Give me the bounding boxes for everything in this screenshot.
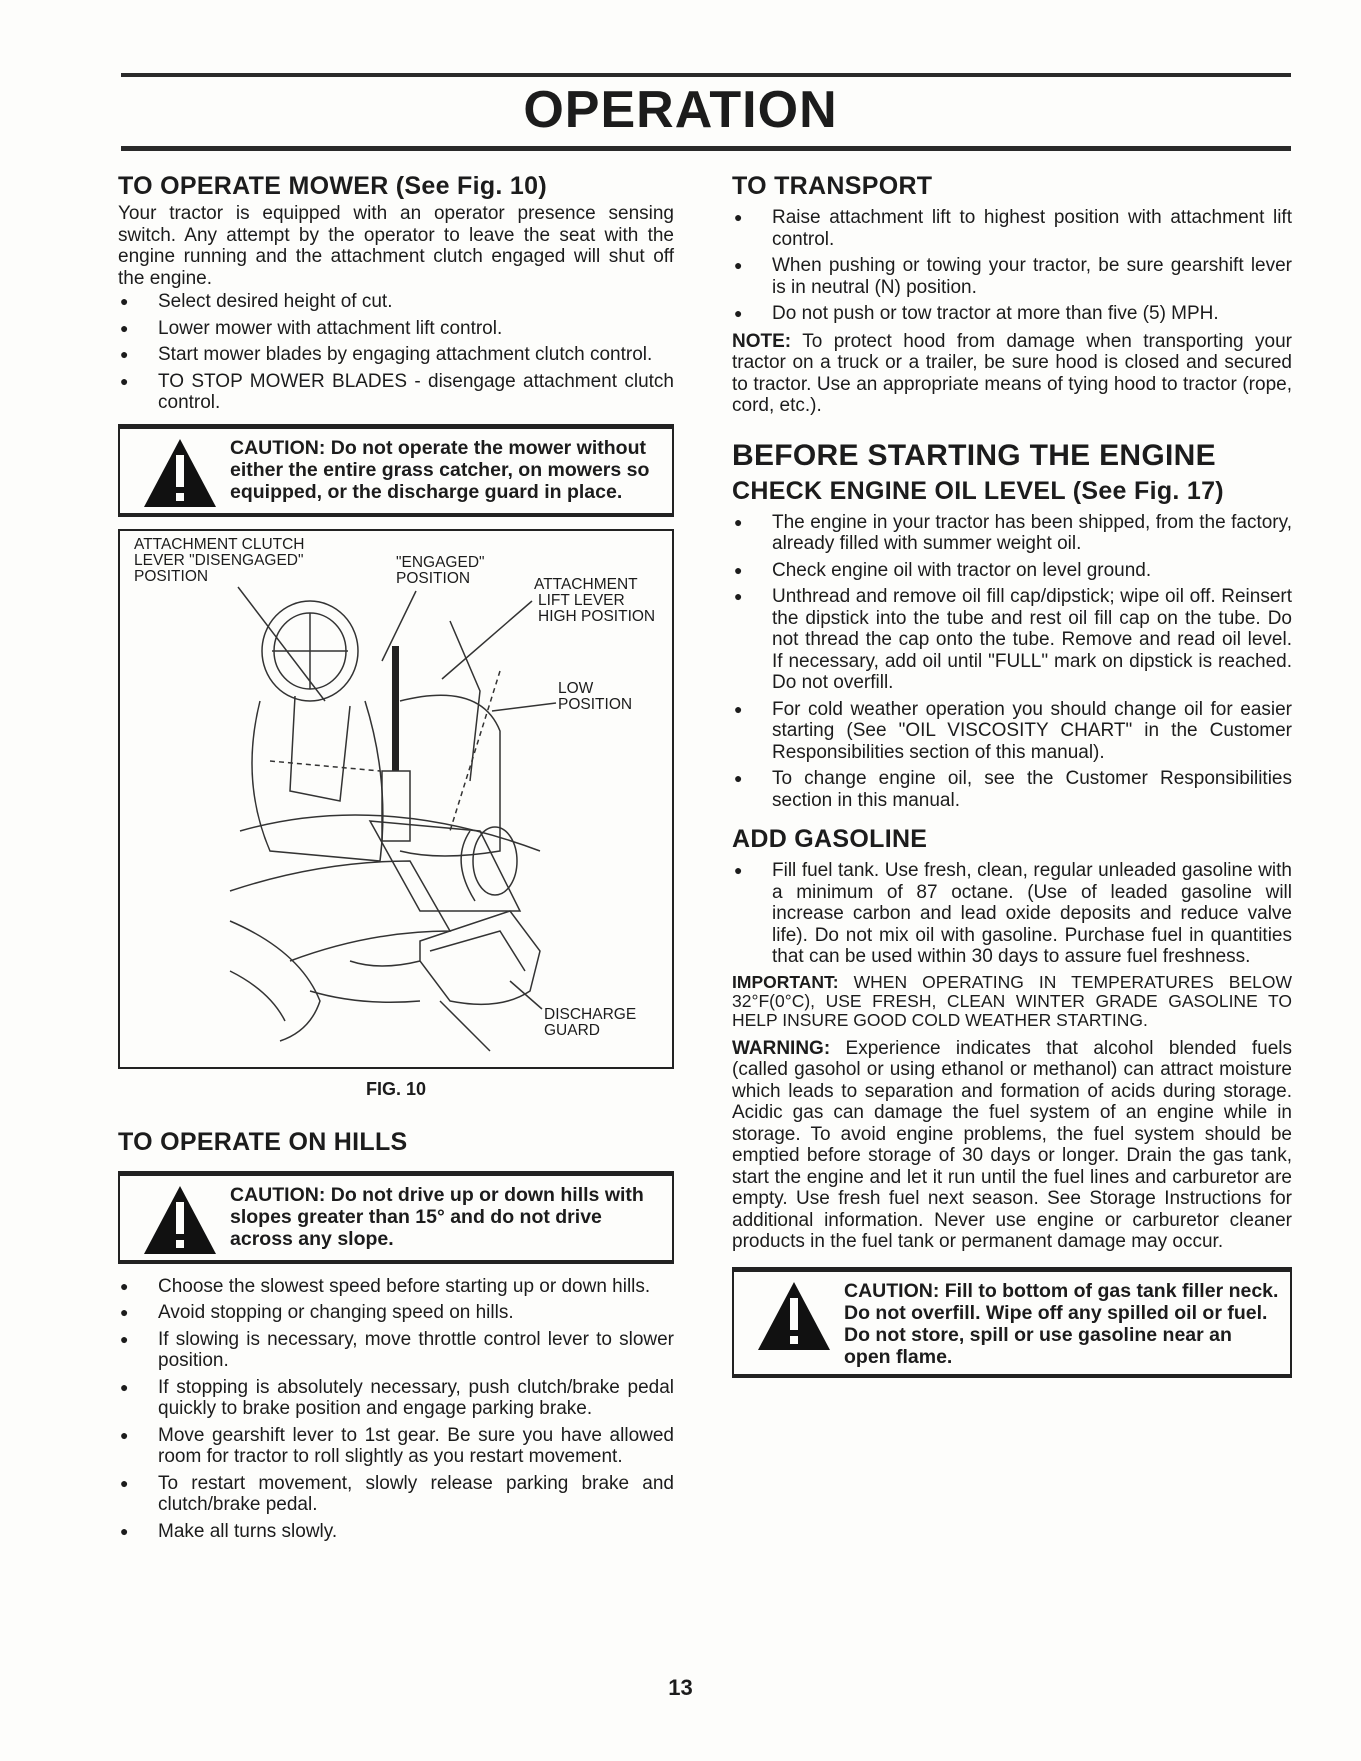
caution-box-hills <box>118 1171 674 1264</box>
figure-10 <box>118 529 674 1069</box>
label-disengaged: LEVER "DISENGAGED" <box>134 551 304 569</box>
oil-level-heading: CHECK ENGINE OIL LEVEL (See Fig. 17) <box>732 476 1224 505</box>
right-column <box>732 172 1292 1390</box>
label-high-position: HIGH POSITION <box>538 607 656 625</box>
warning-note: WARNING: Experience indicates that alcohol blended fuels (called gasohol or using ethanol or methanol) can attract moisture which leads to separation and formation of acids during storage. Acidic gas can damage the fuel system of an engine while in storage. To avoid engine problems, the fuel system should be emptied before storage of 30 days or longer. Drain the gas tank, start the engine and let it run until the fuel lines and carburetor are empty. Use fresh fuel next season. See Storage Instructions for additional information. Never use engine or carburetor cleaner products in the fuel tank or permanent damage may occur. <box>732 1037 1292 1252</box>
label-low: LOW <box>558 679 594 697</box>
label-lift-lever: LIFT LEVER <box>538 591 625 609</box>
label-engaged: "ENGAGED" <box>396 553 485 571</box>
list-item: ● Choose the slowest speed before starting up or down hills. <box>120 1275 651 1297</box>
list-item: ● To change engine oil, see the Customer Responsibilities section in this manual. <box>734 768 1292 811</box>
label-discharge: DISCHARGE <box>544 1005 637 1023</box>
mower-bullets <box>118 291 674 414</box>
list-item: ● Move gearshift lever to 1st gear. Be sure you have allowed room for tractor to roll slightly as you restart movement. <box>120 1424 674 1467</box>
caution-text: CAUTION: Do not operate the mower without either the entire grass catcher, on mowers so equipped, or the discharge guard in place. <box>230 436 650 503</box>
left-column <box>118 172 674 1547</box>
before-starting-heading: BEFORE STARTING THE ENGINE <box>732 438 1216 472</box>
list-item: ● Select desired height of cut. <box>120 291 393 312</box>
list-item: ● Do not push or tow tractor at more than five (5) MPH. <box>734 303 1219 324</box>
warning-icon <box>756 1280 832 1352</box>
page-title: OPERATION <box>523 81 838 139</box>
label-attachment: ATTACHMENT <box>534 575 638 593</box>
list-item: ● For cold weather operation you should change oil for easier starting (See "OIL VISCOSITY CHART" in the Customer Responsibilities section of this manual). <box>734 698 1292 763</box>
title-rule <box>121 146 1291 151</box>
gasoline-bullets <box>732 860 1292 968</box>
label-position: POSITION <box>396 569 471 587</box>
list-item: ● If stopping is absolutely necessary, push clutch/brake pedal quickly to brake position and engage parking brake. <box>120 1376 674 1419</box>
mower-intro: Your tractor is equipped with an operator presence sensing switch. Any attempt by the operator to leave the seat with the engine running and the attachment clutch engaged will shut off the engine. <box>118 203 674 289</box>
list-item: ● The engine in your tractor has been shipped, from the factory, already filled with summer weight oil. <box>734 511 1292 554</box>
warning-icon <box>142 1184 218 1256</box>
label-position: POSITION <box>558 695 633 713</box>
label-guard: GUARD <box>544 1021 600 1039</box>
list-item: ● To restart movement, slowly release parking brake and clutch/brake pedal. <box>120 1472 674 1515</box>
list-item: ● If slowing is necessary, move throttle control lever to slower position. <box>120 1328 674 1371</box>
caution-text: CAUTION: Fill to bottom of gas tank filler neck. Do not overfill. Wipe off any spilled oil or fuel. Do not store, spill or use gasoline near an open flame. <box>844 1279 1279 1368</box>
label-clutch: ATTACHMENT CLUTCH <box>134 535 305 553</box>
list-item: ● Check engine oil with tractor on level ground. <box>734 559 1152 581</box>
top-rule <box>121 73 1291 77</box>
list-item: ● Make all turns slowly. <box>120 1520 338 1542</box>
caution-text: CAUTION: Do not drive up or down hills with slopes greater than 15° and do not drive across any slope. <box>230 1183 644 1250</box>
caution-box-grass-catcher <box>118 424 674 517</box>
gasoline-heading: ADD GASOLINE <box>732 825 928 853</box>
mower-heading: TO OPERATE MOWER (See Fig. 10) <box>118 172 547 200</box>
oil-bullets <box>732 512 1292 812</box>
transport-bullets <box>732 207 1292 325</box>
list-item: ● Lower mower with attachment lift control. <box>120 317 503 339</box>
hills-heading: TO OPERATE ON HILLS <box>118 1127 408 1156</box>
warning-icon <box>142 437 218 509</box>
transport-note: NOTE: To protect hood from damage when transporting your tractor on a truck or a trailer, be sure hood is closed and secured to tractor. Use an appropriate means of tying hood to tractor (rope, cord, etc.). <box>732 330 1292 416</box>
list-item: ● When pushing or towing your tractor, be sure gearshift lever is in neutral (N) position. <box>734 255 1292 298</box>
hills-bullets <box>118 1276 674 1543</box>
list-item: ● Unthread and remove oil fill cap/dipstick; wipe oil off. Reinsert the dipstick into the tube and rest oil fill cap on the tube. Do not thread the cap onto the tube. Remove and read oil level. If necessary, add oil until "FULL" mark on dipstick is reached. Do not overfill. <box>734 586 1292 693</box>
caution-box-gasoline <box>732 1267 1292 1378</box>
important-note: IMPORTANT: WHEN OPERATING IN TEMPERATURES BELOW 32°F(0°C), USE FRESH, CLEAN WINTER GRADE GASOLINE TO HELP INSURE GOOD COLD WEATHER STARTING. <box>732 971 1292 1030</box>
list-item: ● Fill fuel tank. Use fresh, clean, regular unleaded gasoline with a minimum of 87 octane. (Use of leaded gasoline will increase carbon and lead oxide deposits and reduce valve life). Do not mix oil with gasoline. Purchase fuel in quantities that can be used within 30 days to assure fuel freshness. <box>734 860 1292 967</box>
page-number: 13 <box>668 1675 693 1700</box>
transport-heading: TO TRANSPORT <box>732 172 933 200</box>
figure-caption: FIG. 10 <box>365 1078 427 1099</box>
list-item: ● TO STOP MOWER BLADES - disengage attachment clutch control. <box>120 370 674 413</box>
list-item: ● Avoid stopping or changing speed on hills. <box>120 1302 514 1323</box>
label-position: POSITION <box>134 567 209 585</box>
list-item: ● Raise attachment lift to highest position with attachment lift control. <box>734 207 1292 250</box>
list-item: ● Start mower blades by engaging attachment clutch control. <box>120 344 653 365</box>
tractor-illustration <box>120 531 672 1063</box>
